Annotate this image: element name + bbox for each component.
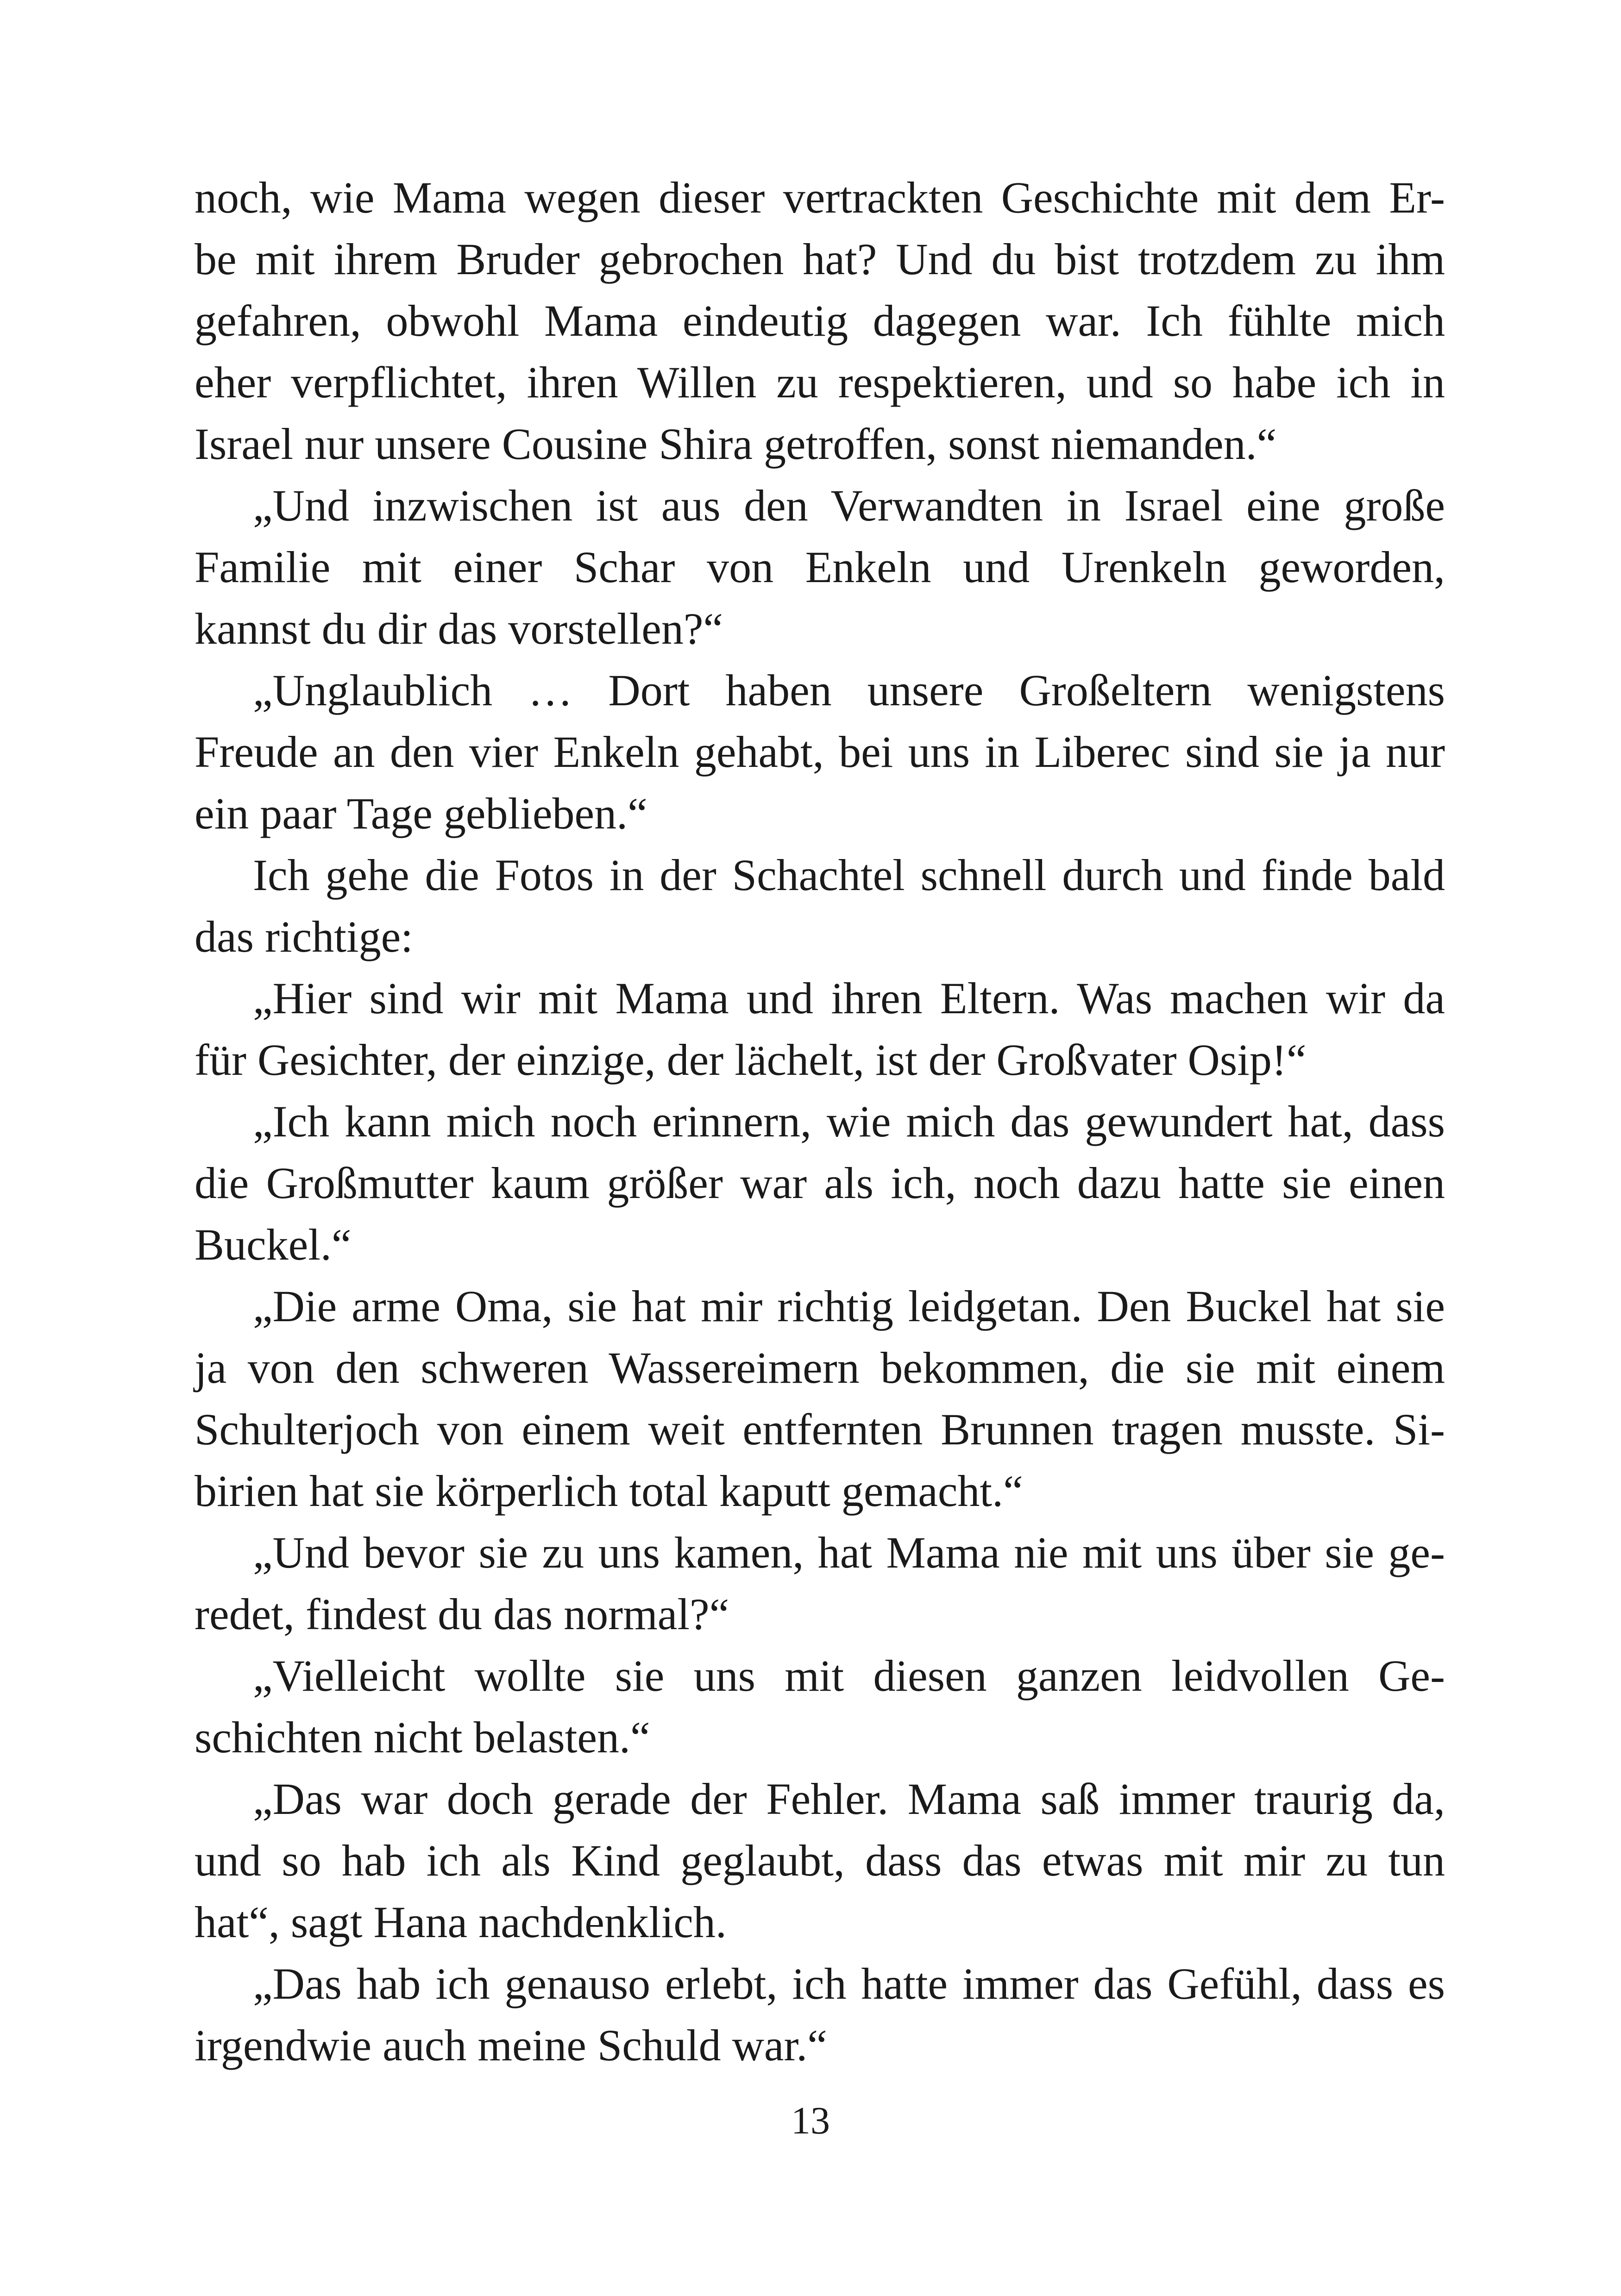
text-line: Freude an den vier Enkeln gehabt, bei uns in Liberec sind sie ja nur	[195, 727, 1445, 777]
text-line: gefahren, obwohl Mama eindeutig dagegen war. Ich fühlte mich	[195, 296, 1445, 345]
text-line: be mit ihrem Bruder gebrochen hat? Und du bist trotzdem zu ihm	[195, 234, 1445, 284]
text-line: „Vielleicht wollte sie uns mit diesen ganzen leidvollen Ge-	[253, 1651, 1445, 1700]
text-line: und so hab ich als Kind geglaubt, dass das etwas mit mir zu tun	[195, 1836, 1445, 1885]
text-line: für Gesichter, der einzige, der lächelt, ist der Großvater Osip!“	[195, 1035, 1307, 1085]
text-line: birien hat sie körperlich total kaputt gemacht.“	[195, 1466, 1023, 1516]
text-line: „Das hab ich genauso erlebt, ich hatte immer das Gefühl, dass es	[253, 1959, 1445, 2008]
text-line: „Ich kann mich noch erinnern, wie mich das gewundert hat, dass	[253, 1097, 1445, 1146]
text-line: irgendwie auch meine Schuld war.“	[195, 2020, 827, 2070]
text-line: eher verpflichtet, ihren Willen zu respektieren, und so habe ich in	[195, 358, 1445, 407]
text-line: „Und bevor sie zu uns kamen, hat Mama nie mit uns über sie ge-	[253, 1528, 1445, 1577]
text-line: Buckel.“	[195, 1220, 352, 1269]
text-line: das richtige:	[195, 912, 413, 961]
text-line: die Großmutter kaum größer war als ich, noch dazu hatte sie einen	[195, 1158, 1445, 1208]
text-line: „Das war doch gerade der Fehler. Mama saß immer traurig da,	[253, 1774, 1445, 1824]
text-line: Ich gehe die Fotos in der Schachtel schnell durch und finde bald	[253, 850, 1445, 900]
text-line: ja von den schweren Wassereimern bekommen, die sie mit einem	[195, 1343, 1445, 1393]
text-line: kannst du dir das vorstellen?“	[195, 604, 723, 653]
text-line: „Hier sind wir mit Mama und ihren Eltern. Was machen wir da	[253, 973, 1445, 1023]
text-line: Familie mit einer Schar von Enkeln und Urenkeln geworden,	[195, 542, 1445, 592]
text-body	[195, 167, 1445, 2076]
text-line: ein paar Tage geblieben.“	[195, 789, 647, 838]
text-line: „Die arme Oma, sie hat mir richtig leidgetan. Den Buckel hat sie	[253, 1281, 1445, 1331]
text-line: redet, findest du das normal?“	[195, 1589, 729, 1639]
text-line: Israel nur unsere Cousine Shira getroffen, sonst niemanden.“	[195, 419, 1277, 469]
page-number: 13	[791, 2099, 830, 2142]
text-line: hat“, sagt Hana nachdenklich.	[195, 1897, 727, 1947]
text-line: „Und inzwischen ist aus den Verwandten in Israel eine große	[253, 481, 1445, 530]
text-line: „Unglaublich … Dort haben unsere Großeltern wenigstens	[253, 665, 1445, 715]
text-line: schichten nicht belasten.“	[195, 1713, 650, 1762]
text-line: noch, wie Mama wegen dieser vertrackten Geschichte mit dem Er-	[195, 173, 1445, 222]
text-line: Schulterjoch von einem weit entfernten Brunnen tragen musste. Si-	[195, 1405, 1445, 1454]
